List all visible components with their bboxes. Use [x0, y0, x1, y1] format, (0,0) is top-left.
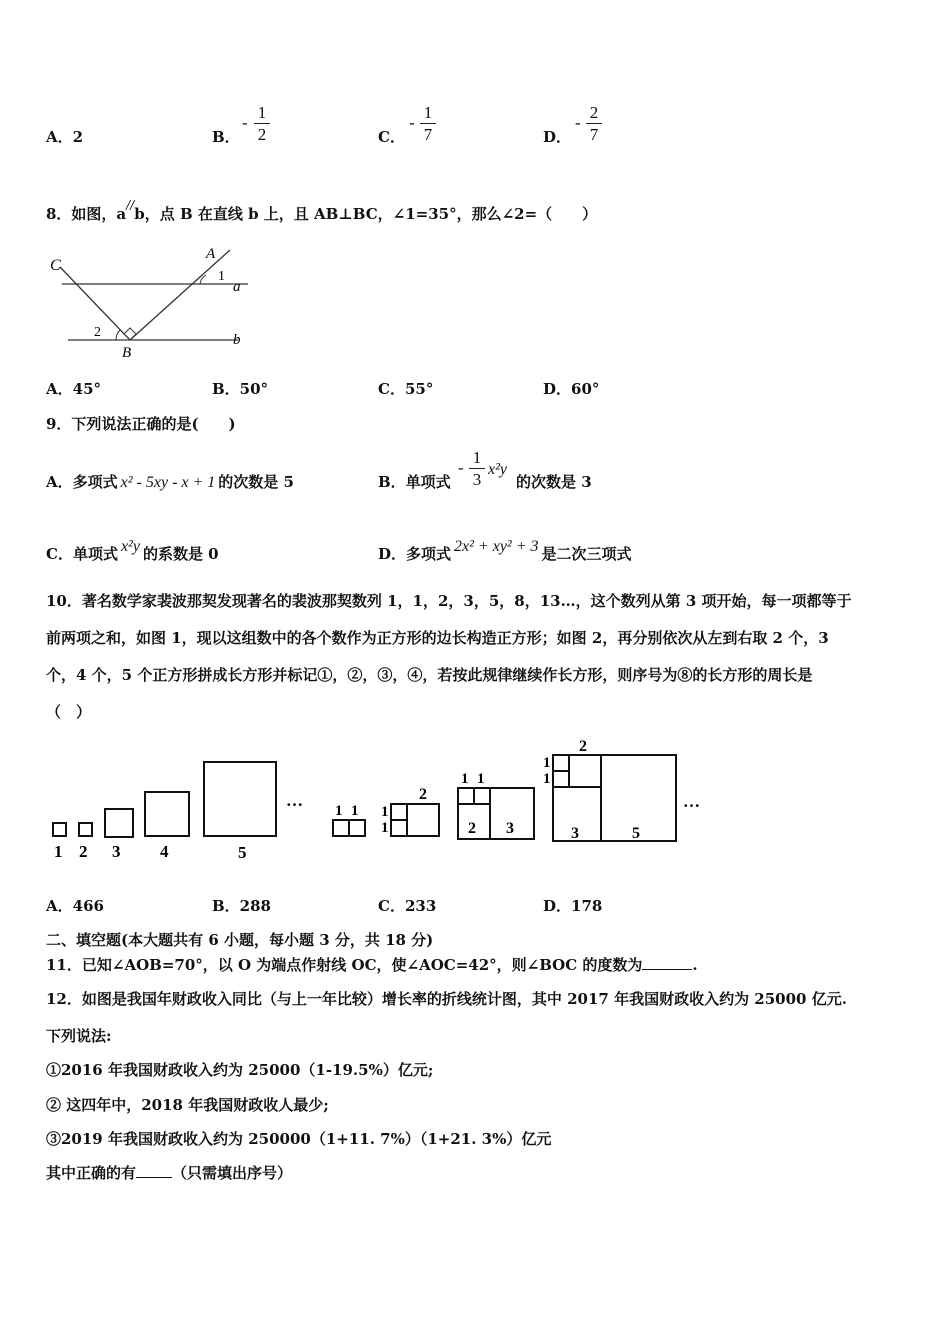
q10-option-c: C．233: [378, 897, 437, 915]
section-2-heading: 二、填空题(本大题共有 6 小题，每小题 3 分，共 18 分): [46, 931, 434, 949]
q7-option-d-sign: -: [575, 113, 581, 132]
q9-stem: 9．下列说法正确的是( ): [46, 415, 236, 433]
q10-line-3: 个，4 个，5 个正方形拼成长方形并标记①，②，③，④，若按此规律继续作长方形，则序号为⑧的长方形的周长是: [46, 666, 813, 684]
q8-option-d: D．60°: [543, 380, 600, 398]
label-b-point: B: [122, 345, 132, 361]
ellipsis-1: …: [286, 791, 303, 810]
r3-label-one-b: 1: [477, 771, 485, 787]
square-3: [105, 809, 133, 837]
r4-square-1a: [553, 755, 569, 771]
q8-option-c: C．55°: [378, 380, 434, 398]
q9-option-a: A．多项式 x² - 5xy - x + 1 的次数是 5: [46, 473, 294, 491]
q7-option-c-fraction: [420, 103, 436, 144]
q9-option-b-fraction: [469, 448, 485, 489]
q9-d-expression: 2x² + xy² + 3: [454, 538, 539, 555]
q9-option-b-prefix: B．单项式: [378, 473, 451, 491]
square-label-5: 5: [238, 843, 247, 862]
q7-option-b-sign: -: [242, 113, 248, 132]
r4-square-1b: [553, 771, 569, 787]
r3-label-one-a: 1: [461, 771, 469, 787]
q12-item-1: ①2016 年我国财政收入约为 25000（1-19.5%）亿元;: [46, 1061, 434, 1079]
q8-option-a: A．45°: [46, 380, 102, 398]
q7-option-a: A．2: [46, 128, 84, 146]
r3-square-1a: [458, 788, 474, 804]
q10-line-4: （ ）: [46, 703, 92, 721]
q9-c-expression: x²y: [120, 538, 140, 555]
r2-square-1a: [391, 804, 407, 820]
q10-option-d: D．178: [543, 897, 603, 915]
numerator: 1: [423, 103, 433, 122]
label-angle-2: 2: [94, 325, 101, 340]
q12-item-3: ③2019 年我国财政收入约为 250000（1+11. 7%）（1+21. 3%）亿元: [46, 1130, 552, 1148]
r4-label-one-b: 1: [543, 771, 551, 787]
r4-label-three: 3: [571, 825, 579, 842]
q10-line-2: 前两项之和，如图 1，现以这组数中的各个数作为正方形的边长构造正方形；如图 2，再分别依次从左到右取 2 个，3: [46, 629, 829, 647]
square-5: [204, 762, 276, 836]
r3-label-three: 3: [506, 820, 514, 837]
denominator: 2: [257, 125, 267, 144]
q7-option-d-label: D．: [543, 128, 572, 146]
r2-square-2: [407, 804, 439, 836]
q9-option-b-suffix: 的次数是 3: [516, 473, 592, 491]
numerator: 1: [257, 103, 267, 122]
label-angle-1: 1: [218, 269, 225, 284]
q8-figure: [40, 240, 260, 365]
q10-figure-2: [325, 735, 715, 850]
q9-option-b-sign: -: [458, 458, 464, 477]
q10-figure-1: [40, 750, 320, 865]
q9-a-expression: x² - 5xy - x + 1: [120, 474, 216, 491]
ellipsis-2: …: [683, 792, 700, 811]
r2-square-1b: [391, 820, 407, 836]
r4-label-two: 2: [579, 738, 587, 755]
r2-label-one-b: 1: [381, 820, 389, 836]
r3-label-two: 2: [468, 820, 476, 837]
square-label-2: 2: [79, 842, 88, 861]
q8-option-b: B．50°: [212, 380, 269, 398]
r4-square-2: [569, 755, 601, 787]
q12-item-2: ② 这四年中，2018 年我国财政收人最少;: [46, 1096, 329, 1114]
label-c: C: [50, 257, 61, 274]
denominator: 7: [423, 125, 433, 144]
q9-option-c: C．单项式 x²y 的系数是 0: [46, 538, 219, 563]
label-a-point: A: [206, 246, 216, 262]
numerator: 2: [589, 103, 599, 122]
r1-square-1: [333, 820, 349, 836]
r4-label-one-a: 1: [543, 755, 551, 771]
r3-square-1b: [474, 788, 490, 804]
square-label-3: 3: [112, 842, 121, 861]
square-label-4: 4: [160, 842, 169, 861]
right-angle-mark: [124, 328, 136, 340]
r1-square-2: [349, 820, 365, 836]
q10-option-b: B．288: [212, 897, 271, 915]
angle-2-arc: [116, 330, 120, 340]
r2-label-one-a: 1: [381, 804, 389, 820]
q12-ask: 其中正确的有 （只需填出序号）: [46, 1164, 293, 1182]
q8-stem: 8．如图，a//b，点 B 在直线 b 上，且 AB⊥BC，∠1=35°，那么∠2=（ ）: [46, 198, 598, 223]
r2-label-two: 2: [419, 786, 427, 803]
q11: 11．已知∠AOB=70°，以 O 为端点作射线 OC，使∠AOC=42°，则∠BOC 的度数为 .: [46, 956, 698, 974]
q7-option-c-sign: -: [409, 113, 415, 132]
r1-label-b: 1: [351, 803, 359, 819]
square-1: [53, 823, 66, 836]
q10-option-a: A．466: [46, 897, 104, 915]
q9-option-d: D．多项式 2x² + xy² + 3 是二次三项式: [378, 538, 632, 563]
q7-option-b-label: B．: [212, 128, 240, 146]
q7-option-d-fraction: [586, 103, 602, 144]
q12-line-1: 12．如图是我国年财政收入同比（与上一年比较）增长率的折线统计图，其中 2017 年我国财政收入约为 25000 亿元.: [46, 990, 847, 1008]
q9-option-b-variables: x²y: [488, 461, 507, 478]
parallel-symbol: //: [126, 198, 135, 212]
q7-option-b-fraction: [254, 103, 270, 144]
q12-line-2: 下列说法:: [46, 1027, 112, 1045]
r4-label-five: 5: [632, 825, 640, 842]
r1-label-a: 1: [335, 803, 343, 819]
square-2: [79, 823, 92, 836]
square-4: [145, 792, 189, 836]
denominator: 3: [472, 470, 482, 489]
q10-line-1: 10．著名数学家裴波那契发现著名的裴波那契数列 1，1，2，3，5，8，13…，这个数列从第 3 项开始，每一项都等于: [46, 592, 852, 610]
q7-option-c-label: C．: [378, 128, 405, 146]
label-line-b: b: [233, 332, 241, 348]
numerator: 1: [472, 448, 482, 467]
square-label-1: 1: [54, 842, 63, 861]
label-line-a: a: [233, 279, 241, 295]
denominator: 7: [589, 125, 599, 144]
segment-ba: [130, 250, 230, 340]
